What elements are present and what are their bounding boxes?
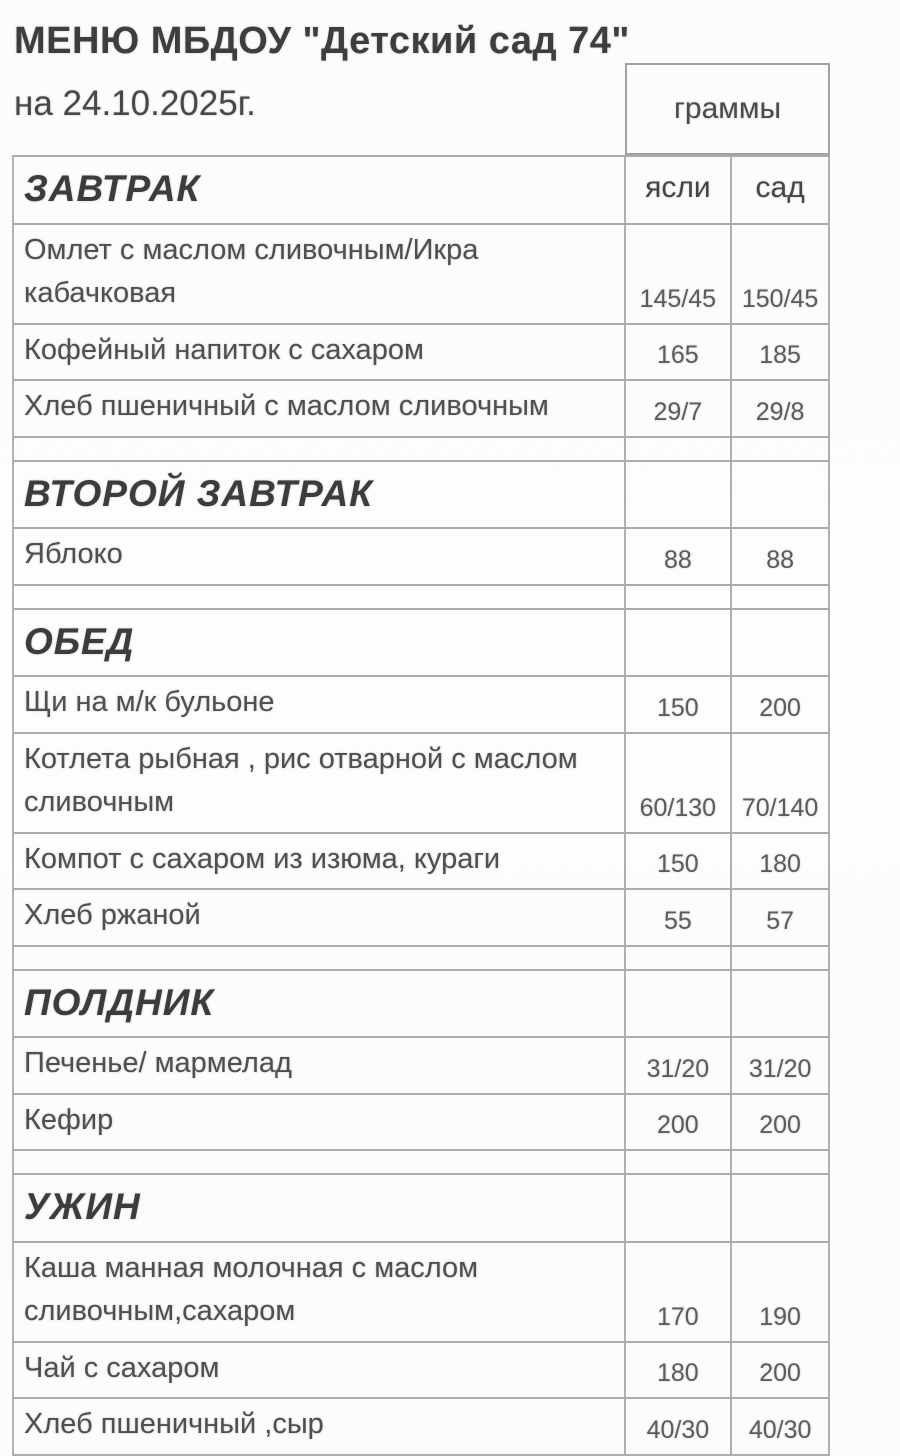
empty-nursery-cell: [624, 1175, 731, 1241]
menu-item-row: [14, 1341, 830, 1398]
menu-item-row: [14, 1397, 830, 1454]
grams-nursery-value: 170: [624, 1243, 731, 1341]
menu-item-name: Хлеб пшеничный с маслом сливочным: [24, 390, 549, 422]
menu-item-name: Щи на м/к бульоне: [24, 686, 275, 718]
menu-item-row: [14, 832, 830, 889]
menu-item-row: [14, 1241, 830, 1341]
grams-nursery-value: 31/20: [624, 1038, 731, 1093]
section-row-dinner: [14, 1173, 830, 1241]
grams-kindergarten-value: 200: [730, 1343, 830, 1398]
menu-item-name: Котлета рыбная , рис отварной с маслом сливочным: [24, 742, 578, 818]
grams-nursery-value: 29/7: [624, 381, 731, 436]
grams-kindergarten-value: 57: [730, 890, 830, 945]
spacer-name-cell: [14, 947, 624, 969]
menu-item-row: [14, 888, 830, 945]
spacer-nursery-cell: [624, 438, 731, 460]
grams-nursery-value: 180: [624, 1343, 731, 1398]
grams-nursery-value: 165: [624, 325, 731, 380]
column-header-nursery: ясли: [624, 157, 731, 223]
grams-kindergarten-value: 185: [730, 325, 830, 380]
grams-nursery-value: 88: [624, 529, 731, 584]
grams-nursery-value: 150: [624, 677, 731, 732]
spacer-name-cell: [14, 586, 624, 608]
menu-item-name: Компот с сахаром из изюма, кураги: [24, 842, 501, 875]
grams-nursery-value: 60/130: [624, 734, 731, 832]
spacer-kindergarten-cell: [730, 1151, 830, 1173]
grams-kindergarten-value: 29/8: [730, 381, 830, 436]
menu-item-name: Кофейный напиток с сахаром: [24, 333, 424, 366]
grams-kindergarten-value: 200: [730, 677, 830, 732]
section-row-afternoon-snack: [14, 969, 830, 1037]
empty-kindergarten-cell: [730, 971, 830, 1037]
section-label-lunch: ОБЕД: [24, 620, 135, 662]
menu-item-row: [14, 675, 830, 732]
grams-kindergarten-value: 200: [730, 1095, 830, 1150]
spacer-kindergarten-cell: [730, 586, 830, 608]
section-label-breakfast: ЗАВТРАК: [24, 168, 201, 209]
section-row-lunch: [14, 608, 830, 676]
menu-item-name: Хлеб ржаной: [24, 899, 201, 931]
empty-nursery-cell: [624, 610, 731, 676]
grams-kindergarten-value: 180: [730, 834, 830, 889]
date-line: на 24.10.2025г.: [14, 84, 256, 123]
spacer-nursery-cell: [624, 586, 731, 608]
spacer-kindergarten-cell: [730, 438, 830, 460]
menu-item-name: Каша манная молочная с маслом сливочным,сахаром: [24, 1251, 479, 1327]
grams-kindergarten-value: 150/45: [730, 225, 830, 323]
empty-kindergarten-cell: [730, 1175, 830, 1241]
section-label-second-breakfast: ВТОРОЙ ЗАВТРАК: [24, 472, 373, 514]
menu-item-name: Омлет с маслом сливочным/Икра кабачковая: [24, 233, 479, 309]
menu-item-row: [14, 379, 830, 436]
grams-nursery-value: 40/30: [624, 1399, 731, 1454]
spacer-name-cell: [14, 1151, 624, 1173]
spacer-nursery-cell: [624, 1151, 731, 1173]
empty-nursery-cell: [624, 971, 731, 1037]
menu-item-row: [14, 527, 830, 584]
menu-item-row: [14, 323, 830, 380]
grams-nursery-value: 150: [624, 834, 731, 889]
section-row-second-breakfast: [14, 460, 830, 528]
grams-header-cell: [625, 63, 830, 155]
menu-item-name: Хлеб пшеничный ,сыр: [24, 1408, 324, 1440]
spacer-row: [14, 436, 830, 460]
empty-kindergarten-cell: [730, 462, 830, 528]
page-title: МЕНЮ МБДОУ "Детский сад 74": [14, 20, 630, 62]
empty-nursery-cell: [624, 462, 731, 528]
menu-table: [12, 155, 830, 1456]
menu-item-row: [14, 1036, 830, 1093]
grams-kindergarten-value: 31/20: [730, 1038, 830, 1093]
menu-item-name: Яблоко: [24, 538, 123, 570]
spacer-row: [14, 584, 830, 608]
menu-item-row: [14, 1093, 830, 1150]
grams-nursery-value: 55: [624, 890, 731, 945]
grams-kindergarten-value: 70/140: [730, 734, 830, 832]
menu-item-row: [14, 732, 830, 832]
grams-nursery-value: 145/45: [624, 225, 731, 323]
spacer-nursery-cell: [624, 947, 731, 969]
spacer-kindergarten-cell: [730, 947, 830, 969]
spacer-row: [14, 1149, 830, 1173]
spacer-row: [14, 945, 830, 969]
empty-kindergarten-cell: [730, 610, 830, 676]
section-row-breakfast: [14, 155, 830, 223]
spacer-name-cell: [14, 438, 624, 460]
menu-item-row: [14, 223, 830, 323]
column-header-kindergarten: сад: [730, 157, 830, 223]
grams-kindergarten-value: 40/30: [730, 1399, 830, 1454]
section-label-afternoon-snack: ПОЛДНИК: [24, 981, 215, 1023]
grams-header-label: граммы: [673, 92, 782, 125]
grams-kindergarten-value: 190: [730, 1243, 830, 1341]
menu-item-name: Чай с сахаром: [24, 1351, 220, 1384]
grams-nursery-value: 200: [624, 1095, 731, 1150]
menu-item-name: Кефир: [24, 1103, 114, 1136]
section-label-dinner: УЖИН: [24, 1186, 141, 1227]
menu-item-name: Печенье/ мармелад: [24, 1047, 292, 1079]
grams-kindergarten-value: 88: [730, 529, 830, 584]
